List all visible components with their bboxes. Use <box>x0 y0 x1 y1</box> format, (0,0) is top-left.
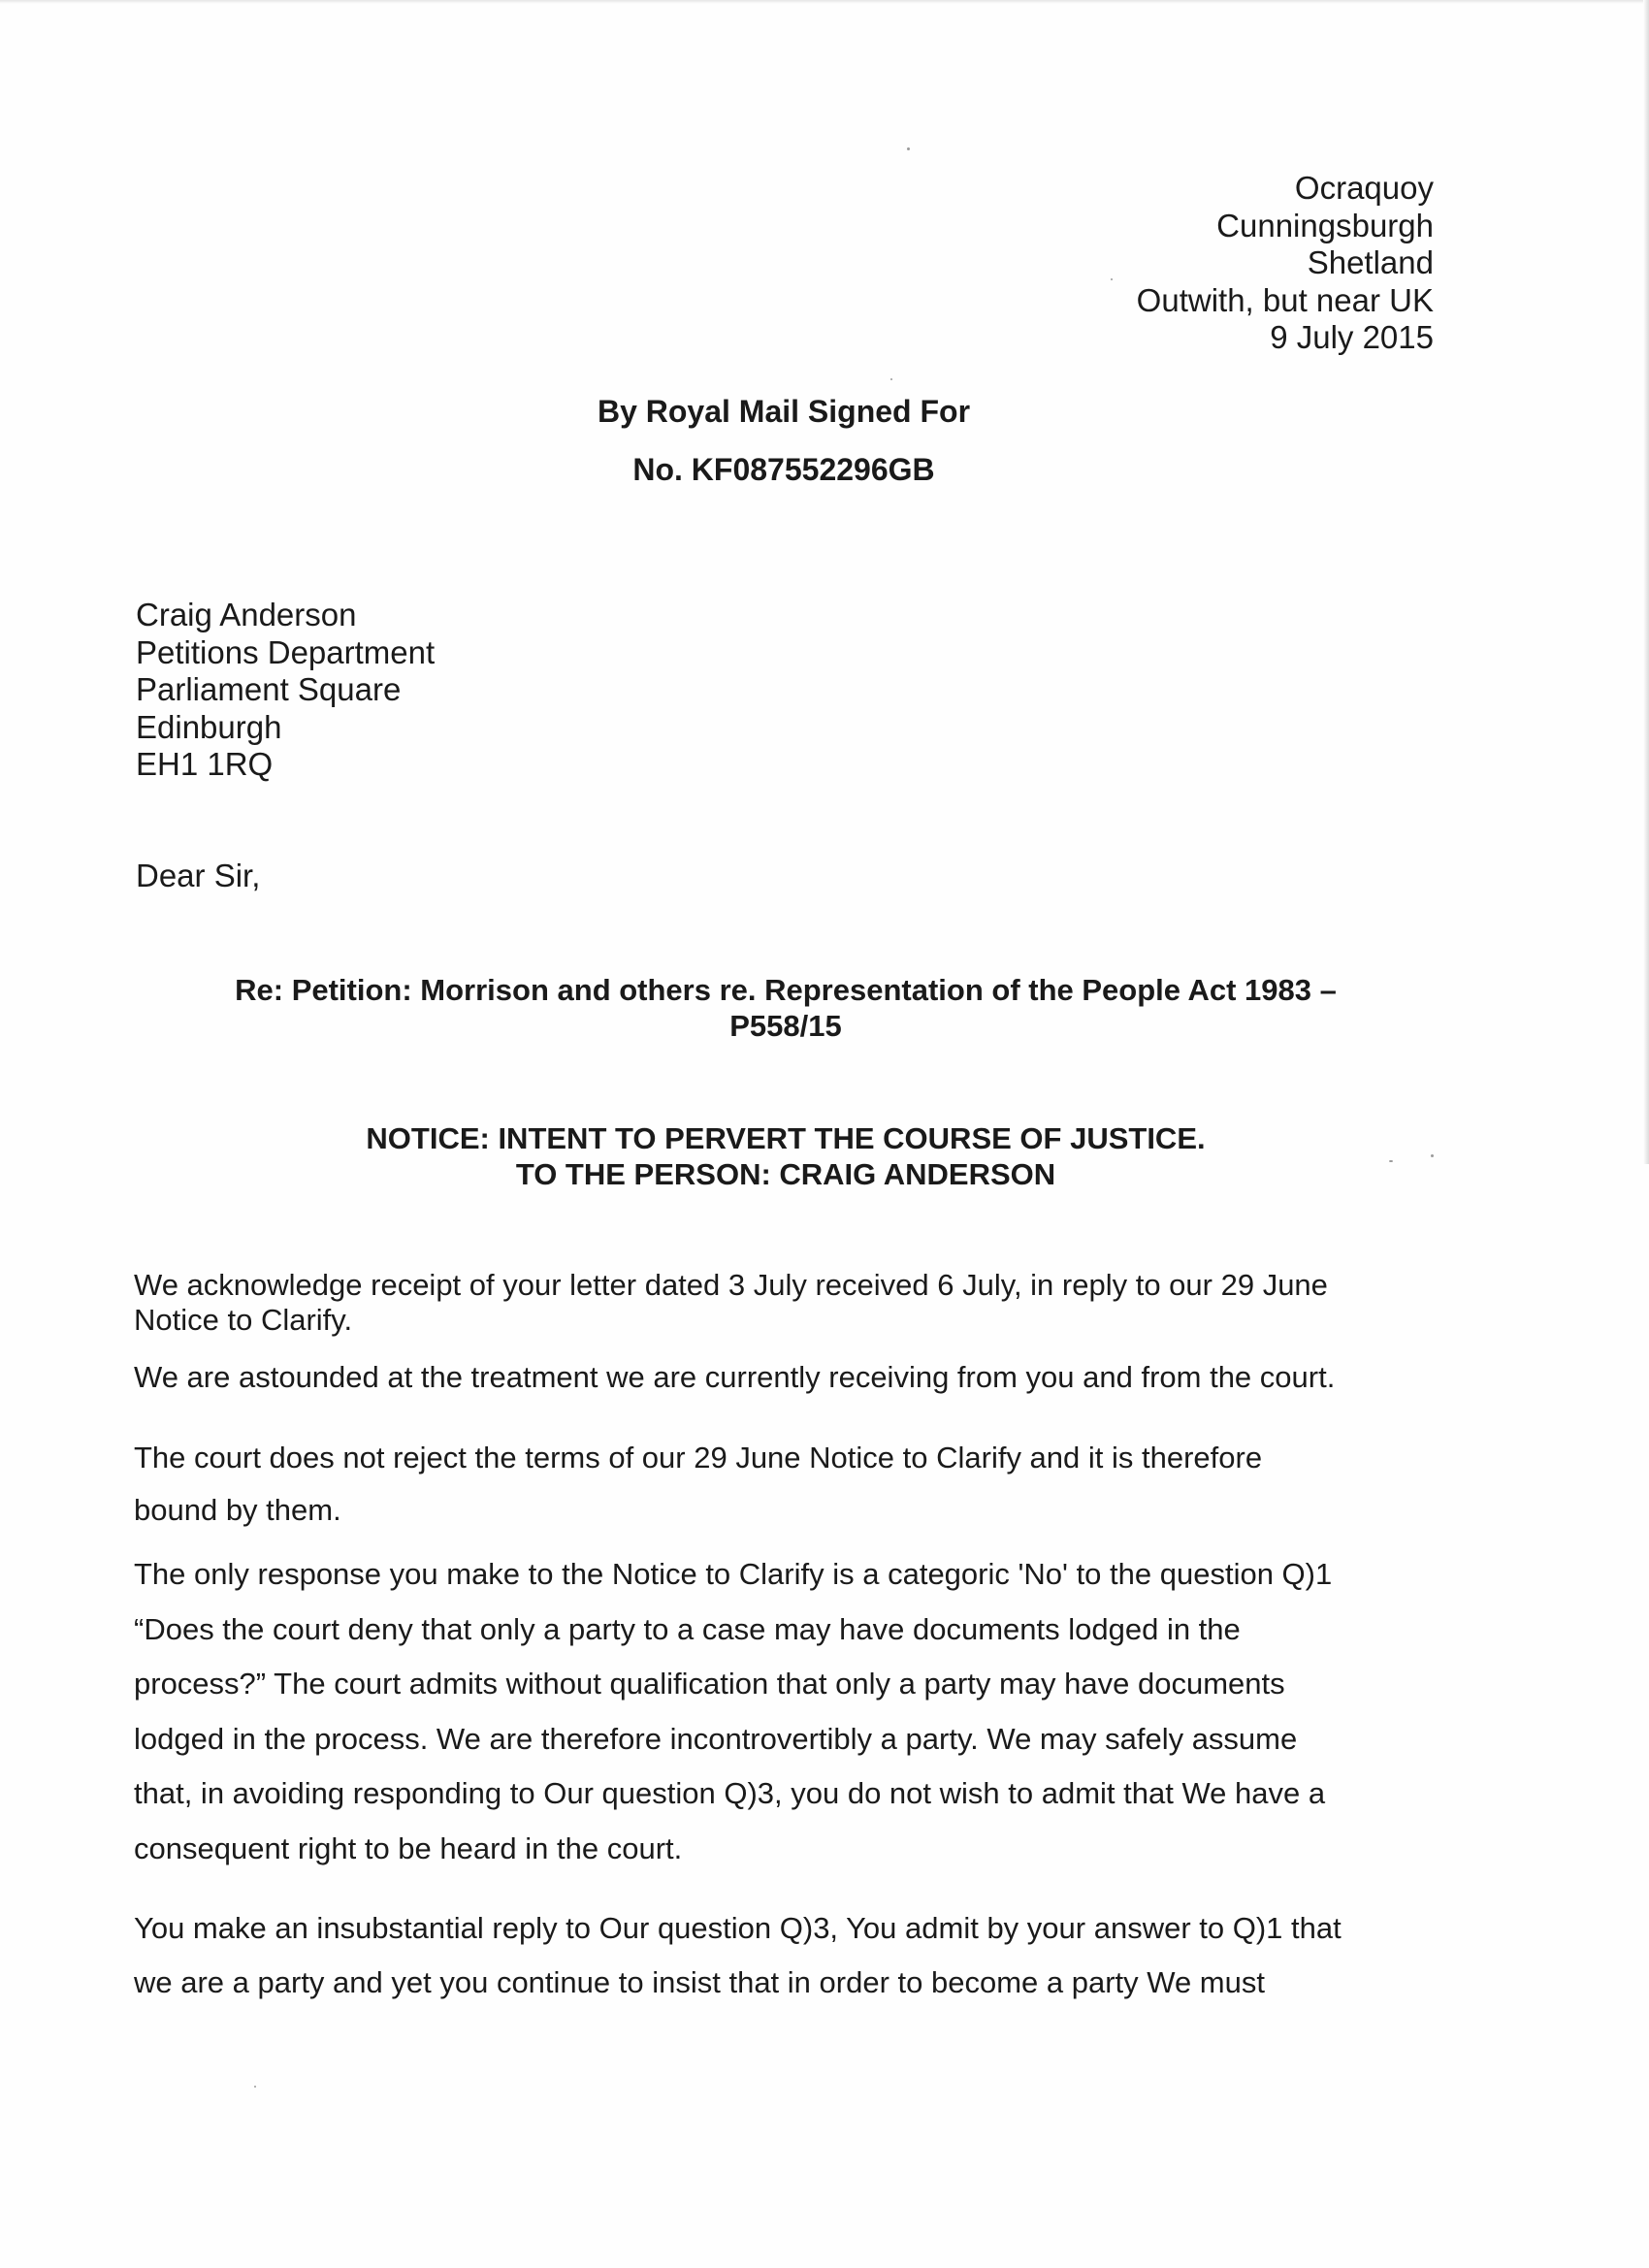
notice-heading-line: NOTICE: INTENT TO PERVERT THE COURSE OF JUSTICE. <box>366 1121 1206 1155</box>
paragraph-line: that, in avoiding responding to Our question Q)3, you do not wish to admit that We have a <box>134 1776 1326 1810</box>
scan-edge-right <box>1643 0 1649 1164</box>
tracking-number: No. KF087552296GB <box>632 452 935 487</box>
body-paragraph <box>134 1360 1443 1395</box>
paragraph-line: we are a party and yet you continue to insist that in order to become a party We must <box>134 1965 1265 1999</box>
paragraph-line: “Does the court deny that only a party to a case may have documents lodged in the <box>134 1611 1241 1646</box>
paragraph-line: Notice to Clarify. <box>134 1303 353 1337</box>
sender-address-line: Ocraquoy <box>1294 170 1434 206</box>
delivery-method: By Royal Mail Signed For <box>597 394 971 429</box>
body-paragraph <box>134 1901 1443 2010</box>
salutation: Dear Sir, <box>136 858 261 893</box>
sender-address <box>1137 170 1434 357</box>
notice-heading-line: TO THE PERSON: CRAIG ANDERSON <box>515 1157 1056 1191</box>
scan-speck <box>890 378 892 380</box>
recipient-address <box>136 597 435 784</box>
scan-speck <box>254 2086 256 2088</box>
sender-address-line: Cunningsburgh <box>1216 207 1434 243</box>
notice-heading <box>136 1120 1436 1192</box>
body-paragraph <box>134 1547 1443 1876</box>
body-paragraph <box>134 1432 1443 1537</box>
recipient-postcode: EH1 1RQ <box>136 746 274 782</box>
paragraph-line: process?” The court admits without qualification that only a party may have documents <box>134 1667 1285 1701</box>
paragraph-line: We acknowledge receipt of your letter dated 3 July received 6 July, in reply to our 29 June <box>134 1268 1328 1302</box>
re-heading <box>136 972 1436 1044</box>
sender-address-line: Outwith, but near UK <box>1136 281 1434 318</box>
paragraph-line: You make an insubstantial reply to Our question Q)3, You admit by your answer to Q)1 that <box>134 1911 1342 1945</box>
paragraph-line: bound by them. <box>134 1493 341 1527</box>
recipient-address-line: Edinburgh <box>136 708 282 745</box>
body-paragraph <box>134 1268 1443 1338</box>
recipient-address-line: Parliament Square <box>136 671 402 707</box>
scan-speck <box>1111 278 1113 280</box>
paragraph-line: The court does not reject the terms of our 29 June Notice to Clarify and it is therefore <box>134 1441 1263 1474</box>
paragraph-line: We are astounded at the treatment we are currently receiving from you and from the court. <box>134 1360 1336 1394</box>
paragraph-line: lodged in the process. We are therefore incontrovertibly a party. We may safely assume <box>134 1721 1298 1756</box>
recipient-address-line: Petitions Department <box>136 633 436 670</box>
paragraph-line: consequent right to be heard in the court. <box>134 1831 683 1865</box>
paragraph-line: The only response you make to the Notice to Clarify is a categoric 'No' to the question Q)1 <box>134 1557 1333 1591</box>
recipient-name: Craig Anderson <box>136 597 357 632</box>
scan-edge-top <box>0 0 1649 4</box>
scan-speck <box>907 147 910 150</box>
letter-date: 9 July 2015 <box>1270 319 1434 355</box>
sender-address-line: Shetland <box>1307 244 1434 280</box>
re-heading-line: P558/15 <box>729 1009 842 1043</box>
re-heading-line: Re: Petition: Morrison and others re. Representation of the People Act 1983 – <box>235 973 1337 1007</box>
